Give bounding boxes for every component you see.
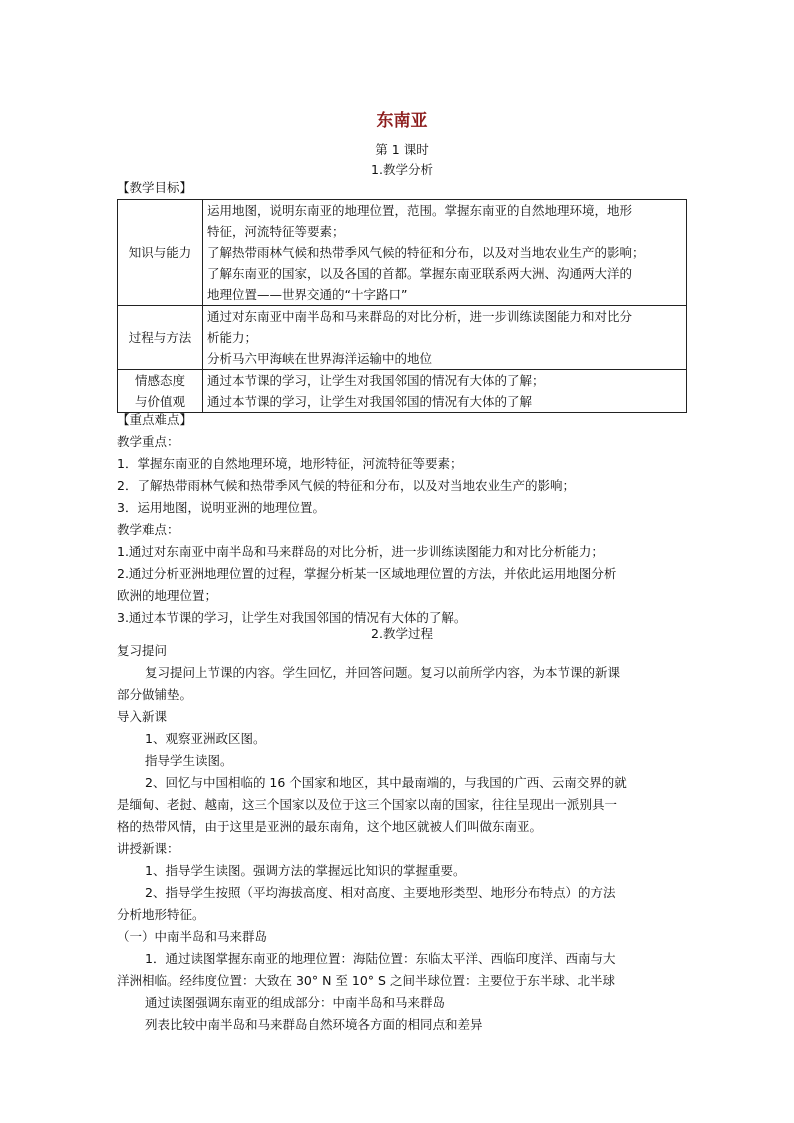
goal-content (203, 306, 687, 370)
goals-header: 【教学目标】 (117, 180, 193, 195)
paragraph-line: 格的热带风情，由于这里是亚洲的最东南角，这个地区就被人们叫做东南亚。 (117, 819, 543, 834)
paragraph-line: 是缅甸、老挝、越南，这三个国家以及位于这三个国家以南的国家，往往呈现出一派别具一 (117, 797, 618, 812)
paragraph-line: 部分做铺垫。 (117, 687, 193, 702)
intro-label: 导入新课 (117, 709, 168, 724)
goal-category (118, 370, 203, 413)
goal-line: 了解东南亚的国家，以及各国的首都。掌握东南亚联系两大洲、沟通两大洋的 (207, 266, 633, 281)
goal-category-line: 与价值观 (134, 394, 185, 409)
list-item: 1．掌握东南亚的自然地理环境，地形特征，河流特征等要素； (117, 456, 463, 471)
paragraph-line: 复习提问上节课的内容。学生回忆，并回答问题。复习以前所学内容，为本节课的新课 (145, 665, 621, 680)
goal-content (203, 370, 687, 413)
paragraph-line: 洋洲相临。经纬度位置：大致在 30° N 至 10° S 之间半球位置：主要位于东半球、北半球 (117, 973, 615, 988)
list-item: 2．了解热带雨林气候和热带季风气候的特征和分布，以及对当地农业生产的影响； (117, 478, 575, 493)
list-item: 3．运用地图，说明亚洲的地理位置。 (117, 500, 325, 515)
page-title: 东南亚 (376, 111, 428, 131)
table-row (118, 306, 687, 370)
list-item: 1.通过对东南亚中南半岛和马来群岛的对比分析，进一步训练读图能力和对比分析能力； (117, 544, 604, 559)
goal-line: 分析马六甲海峡在世界海洋运输中的地位 (207, 351, 433, 366)
paragraph-line: 列表比较中南半岛和马来群岛自然环境各方面的相同点和差异 (145, 1017, 483, 1032)
paragraph-line: 1、观察亚洲政区图。 (145, 731, 266, 746)
review-label: 复习提问 (117, 643, 168, 658)
goal-line: 了解热带雨林气候和热带季风气候的特征和分布，以及对当地农业生产的影响； (207, 245, 645, 260)
paragraph-line: 1．通过读图掌握东南亚的地理位置：海陆位置：东临太平洋、西临印度洋、西南与大 (145, 951, 616, 966)
goal-content (203, 200, 687, 306)
paragraph-line: 通过读图强调东南亚的组成部分：中南半岛和马来群岛 (145, 995, 446, 1010)
goal-line: 通过本节课的学习，让学生对我国邻国的情况有大体的了解 (207, 394, 533, 409)
paragraph-line: 2、回忆与中国相临的 16 个国家和地区，其中最南端的，与我国的广西、云南交界的就 (145, 775, 627, 790)
goal-line: 特征，河流特征等要素； (207, 224, 345, 239)
section-heading-analysis: 1.教学分析 (371, 162, 433, 177)
list-item: 欧洲的地理位置； (117, 588, 218, 603)
paragraph-line: 分析地形特征。 (117, 907, 205, 922)
goal-line: 运用地图，说明东南亚的地理位置，范围。掌握东南亚的自然地理环境，地形 (207, 203, 633, 218)
lesson-label: 第 1 课时 (375, 142, 429, 157)
paragraph-line: 指导学生读图。 (145, 753, 233, 768)
list-item: 2.通过分析亚洲地理位置的过程，掌握分析某一区域地理位置的方法，并依此运用地图分析 (117, 566, 617, 581)
part-heading: （一）中南半岛和马来群岛 (117, 929, 268, 944)
goal-line: 通过本节课的学习，让学生对我国邻国的情况有大体的了解； (207, 373, 545, 388)
goal-category: 知识与能力 (118, 200, 203, 306)
teach-label: 讲授新课： (117, 841, 180, 856)
table-row (118, 200, 687, 306)
key-header: 【重点难点】 (117, 412, 193, 427)
paragraph-line: 1、指导学生读图。强调方法的掌握远比知识的掌握重要。 (145, 863, 466, 878)
goal-category: 过程与方法 (118, 306, 203, 370)
section-heading-process: 2.教学过程 (371, 626, 433, 641)
table-row (118, 370, 687, 413)
paragraph-line: 2、指导学生按照（平均海拔高度、相对高度、主要地形类型、地形分布特点）的方法 (145, 885, 616, 900)
goal-line: 地理位置——世界交通的“十字路口” (207, 287, 408, 302)
list-item: 3.通过本节课的学习，让学生对我国邻国的情况有大体的了解。 (117, 610, 467, 625)
difficulties-label: 教学难点： (117, 522, 180, 537)
goal-line: 析能力； (207, 330, 258, 345)
goal-line: 通过对东南亚中南半岛和马来群岛的对比分析，进一步训练读图能力和对比分 (207, 309, 633, 324)
goals-table (117, 199, 687, 413)
goal-category-line: 情感态度 (134, 373, 185, 388)
key-points-label: 教学重点： (117, 434, 180, 449)
